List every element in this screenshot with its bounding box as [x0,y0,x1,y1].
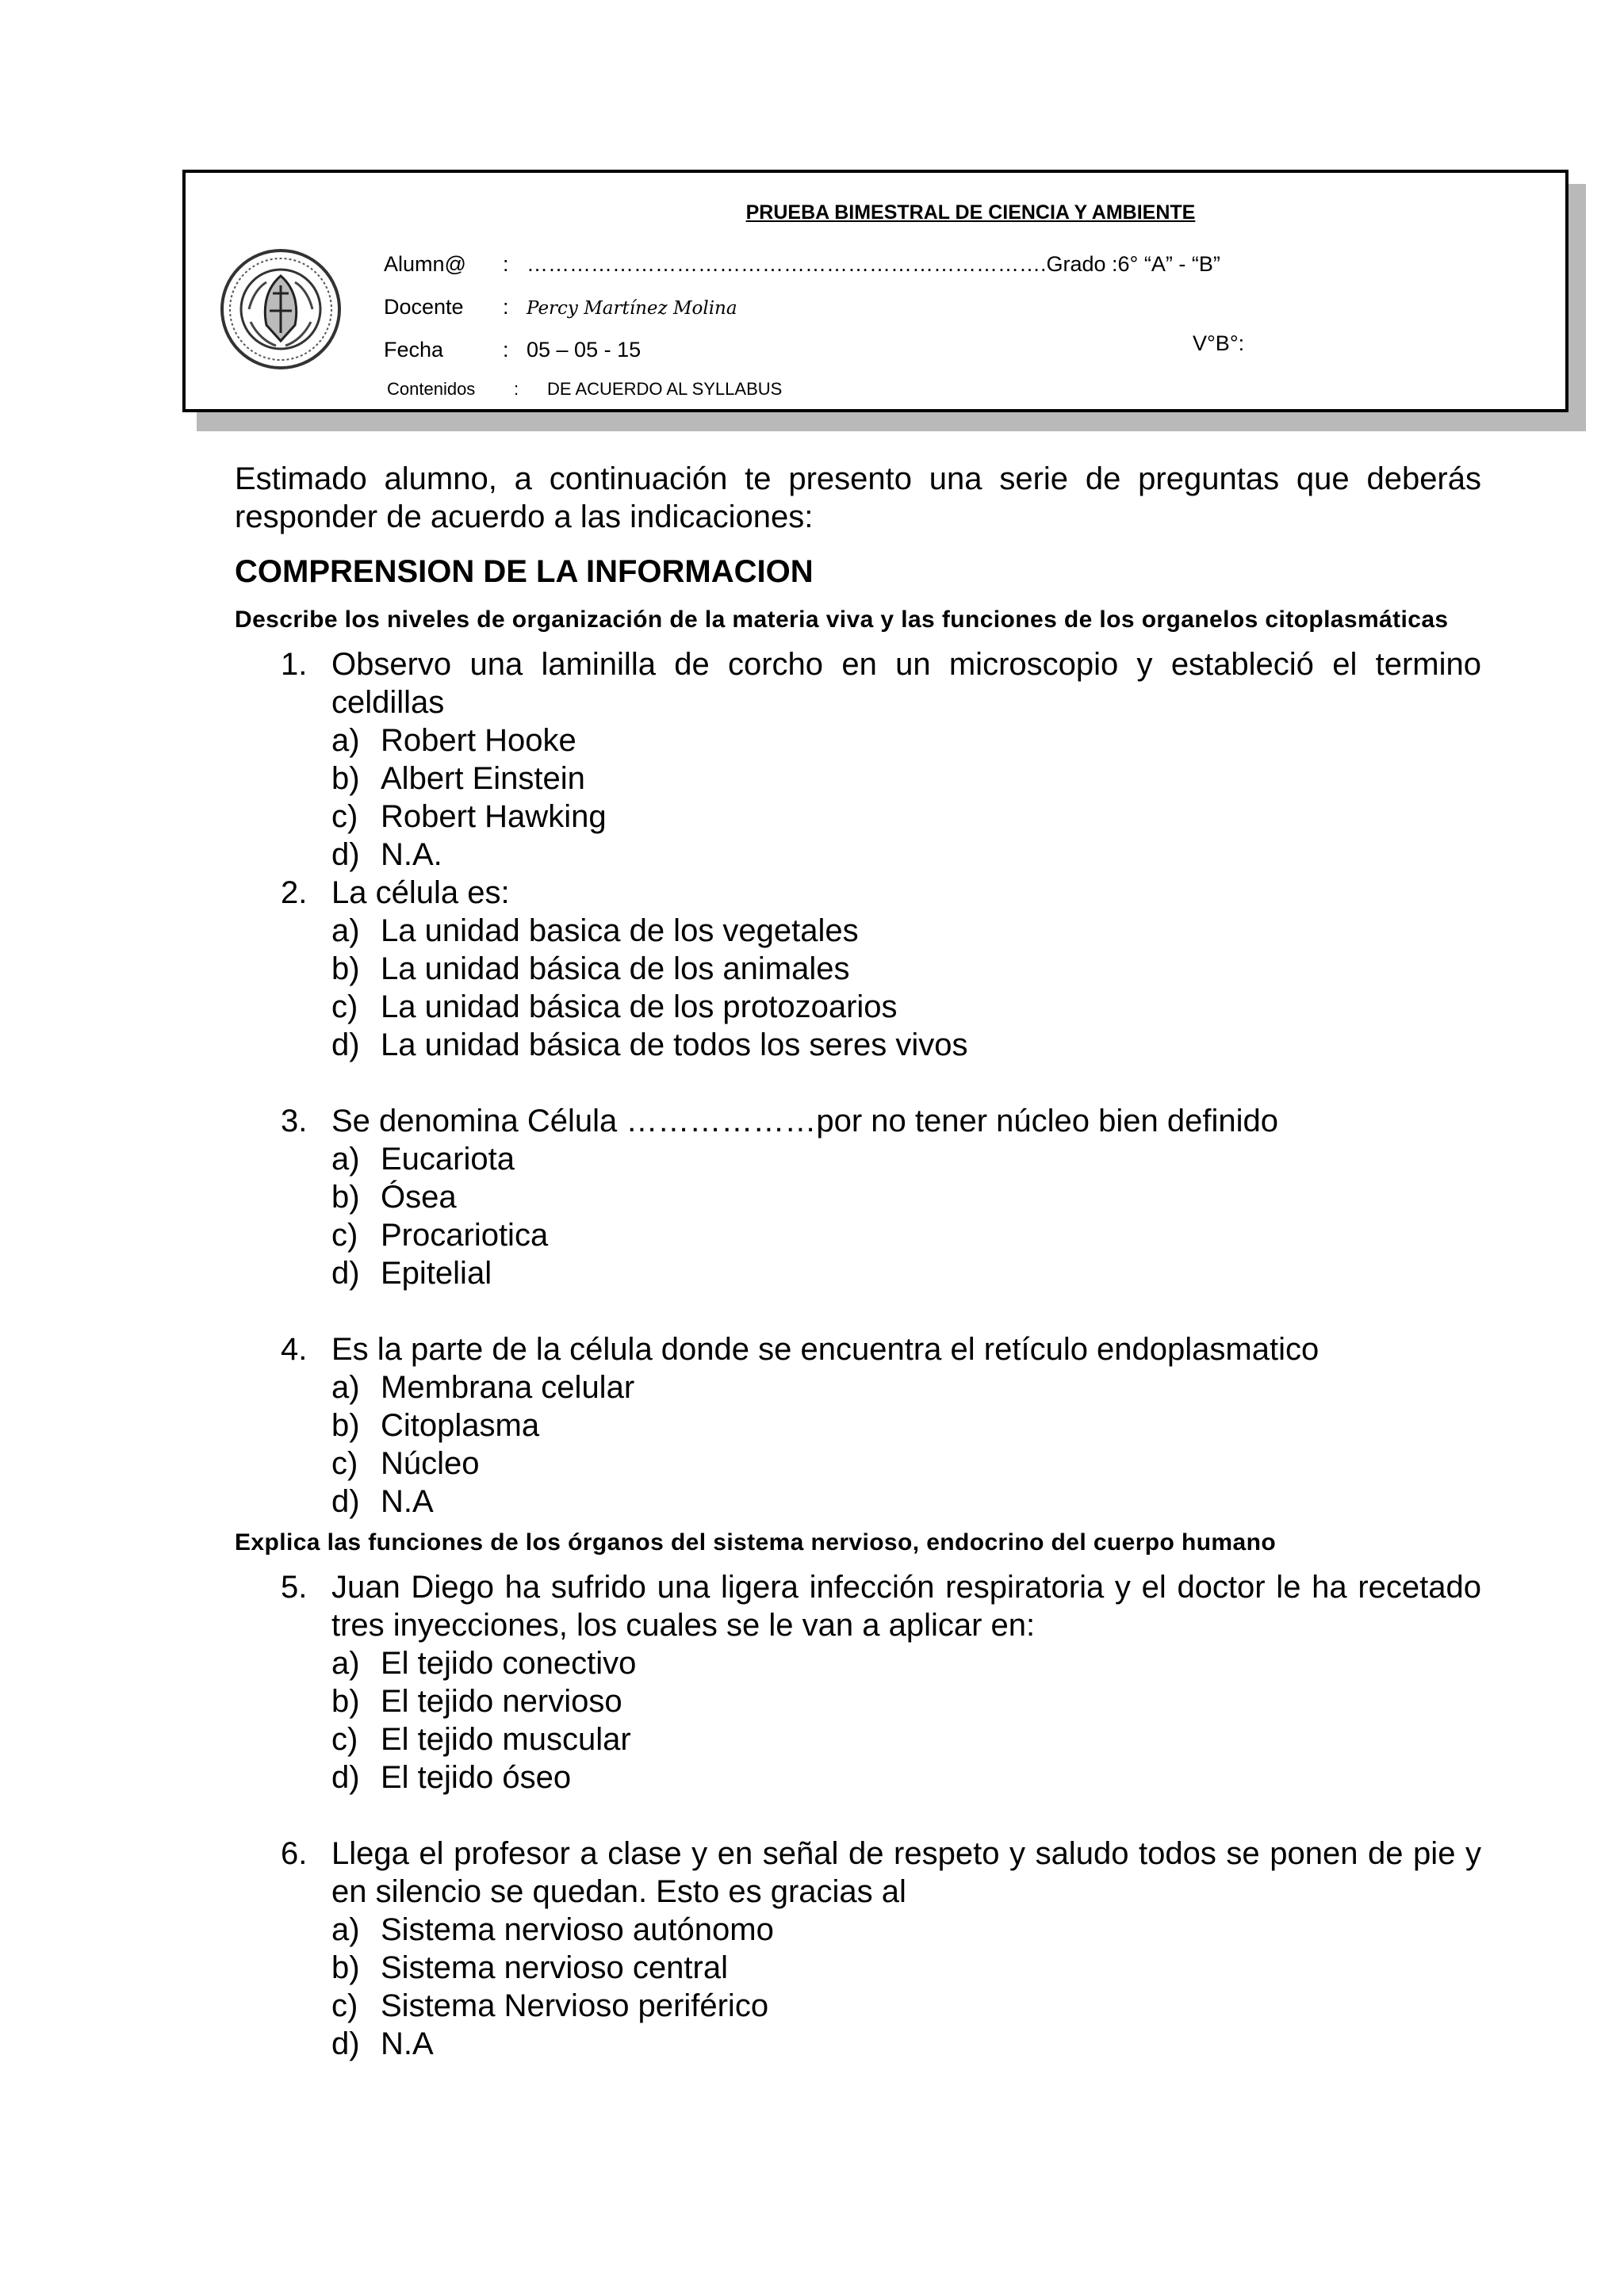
option-letter: b) [331,1180,360,1215]
date-colon: : [503,338,509,362]
instruction-1: Describe los niveles de organización de la materia viva y las funciones de los organelos citoplasmáticas [235,607,1449,633]
spacer [235,1064,1481,1102]
question-number: 3. [281,1104,308,1138]
answer-options [331,1911,1481,2063]
option-letter: a) [331,723,360,758]
option-letter: a) [331,1370,360,1405]
option-letter: c) [331,1446,358,1481]
answer-options [331,912,1481,1064]
section-title: COMPRENSION DE LA INFORMACION [235,554,814,589]
answer-option[interactable] [331,1483,1481,1521]
answer-option[interactable] [331,950,1481,988]
answer-option[interactable] [331,1987,1481,2025]
approval-label: V°B°: [1193,331,1245,355]
answer-option[interactable] [331,1178,1481,1216]
intro-paragraph: Estimado alumno, a continuación te presento una serie de preguntas que deberás responder de acuerdo a las indicaciones: [235,461,1481,534]
option-letter: a) [331,1912,360,1947]
answer-option[interactable] [331,1445,1481,1483]
option-text: Sistema Nervioso periférico [381,1988,769,2023]
question-2 [235,874,1481,1064]
date-label: Fecha [384,338,444,362]
question-6 [235,1835,1481,2063]
answer-option[interactable] [331,912,1481,950]
option-letter: b) [331,951,360,986]
answer-option[interactable] [331,1682,1481,1720]
exam-title: PRUEBA BIMESTRAL DE CIENCIA Y AMBIENTE [745,201,1196,224]
option-text: El tejido óseo [381,1760,572,1795]
option-letter: d) [331,1760,360,1795]
question-number: 5. [281,1570,308,1605]
answer-option[interactable] [331,1026,1481,1064]
answer-option[interactable] [331,1720,1481,1758]
option-text: La unidad básica de todos los seres vivos [381,1027,968,1062]
option-letter: c) [331,799,358,834]
option-letter: a) [331,1646,360,1681]
option-letter: b) [331,1950,360,1985]
option-letter: d) [331,2026,360,2061]
exam-header [182,170,1568,412]
option-text: N.A [381,1484,434,1519]
spacer [235,1797,1481,1835]
option-letter: a) [331,913,360,948]
question-1 [235,645,1481,874]
answer-option[interactable] [331,760,1481,798]
exam-body [235,460,1481,2063]
option-letter: c) [331,1722,358,1757]
question-3 [235,1102,1481,1292]
option-text: El tejido muscular [381,1722,631,1757]
student-label: Alumn@ [384,252,466,276]
answer-option[interactable] [331,798,1481,836]
answer-option[interactable] [331,1911,1481,1949]
option-text: Albert Einstein [381,761,585,796]
teacher-row [384,295,737,320]
contents-row [384,379,782,400]
option-text: Sistema nervioso autónomo [381,1912,774,1947]
answer-option[interactable] [331,836,1481,874]
teacher-name: Percy Martínez Molina [527,298,737,319]
option-text: El tejido nervioso [381,1684,622,1719]
question-text: Llega el profesor a clase y en señal de respeto y saludo todos se ponen de pie y en silencio se quedan. Esto es gracias al [331,1836,1481,1909]
question-number: 1. [281,647,308,682]
option-text: Núcleo [381,1446,480,1481]
option-text: Epitelial [381,1256,492,1291]
option-letter: c) [331,1218,358,1253]
question-text: Juan Diego ha sufrido una ligera infección respiratoria y el doctor le ha recetado tres inyecciones, los cuales se le van a aplicar en: [331,1570,1481,1643]
instruction-2: Explica las funciones de los órganos del sistema nervioso, endocrino del cuerpo humano [235,1529,1277,1556]
contents-colon: : [514,379,519,399]
date-value: 05 – 05 - 15 [527,338,642,362]
question-4 [235,1330,1481,1521]
answer-option[interactable] [331,721,1481,760]
answer-option[interactable] [331,1406,1481,1445]
contents-label: Contenidos [387,379,476,399]
answer-option[interactable] [331,1368,1481,1406]
question-number: 4. [281,1332,308,1367]
answer-options [331,1140,1481,1292]
teacher-label: Docente [384,295,464,319]
option-letter: b) [331,761,360,796]
date-row [384,338,641,362]
answer-option[interactable] [331,988,1481,1026]
option-text: Procariotica [381,1218,549,1253]
option-letter: c) [331,989,358,1024]
question-number: 2. [281,875,308,910]
answer-option[interactable] [331,1644,1481,1682]
option-text: Robert Hooke [381,723,576,758]
answer-option[interactable] [331,1758,1481,1797]
student-name-field: ……………………………………………………………….Grado :6° “A” - “B” [527,252,1220,276]
option-letter: b) [331,1408,360,1443]
contents-value: DE ACUERDO AL SYLLABUS [547,379,783,399]
option-letter: d) [331,1256,360,1291]
answer-options [331,721,1481,874]
option-text: N.A [381,2026,434,2061]
question-text: Es la parte de la célula donde se encuentra el retículo endoplasmatico [331,1332,1320,1367]
answer-options [331,1644,1481,1797]
answer-option[interactable] [331,2025,1481,2063]
option-text: La unidad básica de los animales [381,951,850,986]
option-text: Sistema nervioso central [381,1950,728,1985]
answer-option[interactable] [331,1949,1481,1987]
option-text: La unidad básica de los protozoarios [381,989,898,1024]
option-letter: a) [331,1142,360,1177]
answer-option[interactable] [331,1254,1481,1292]
option-text: Eucariota [381,1142,515,1177]
student-colon: : [503,252,509,276]
option-letter: d) [331,1027,360,1062]
question-5 [235,1568,1481,1797]
option-text: N.A. [381,837,442,872]
student-row [384,252,1220,277]
school-seal-icon [217,246,344,373]
option-letter: d) [331,837,360,872]
option-text: La unidad basica de los vegetales [381,913,859,948]
answer-options [331,1368,1481,1521]
option-text: Ósea [381,1180,457,1215]
option-text: Robert Hawking [381,799,607,834]
option-text: El tejido conectivo [381,1646,637,1681]
answer-option[interactable] [331,1140,1481,1178]
question-text: Se denomina Célula ………………por no tener núcleo bien definido [331,1104,1279,1138]
question-text: Observo una laminilla de corcho en un microscopio y estableció el termino celdillas [331,647,1481,720]
question-text: La célula es: [331,875,510,910]
teacher-colon: : [503,295,509,319]
answer-option[interactable] [331,1216,1481,1254]
option-text: Membrana celular [381,1370,635,1405]
option-letter: d) [331,1484,360,1519]
option-letter: c) [331,1988,358,2023]
question-number: 6. [281,1836,308,1871]
option-text: Citoplasma [381,1408,540,1443]
option-letter: b) [331,1684,360,1719]
spacer [235,1292,1481,1330]
